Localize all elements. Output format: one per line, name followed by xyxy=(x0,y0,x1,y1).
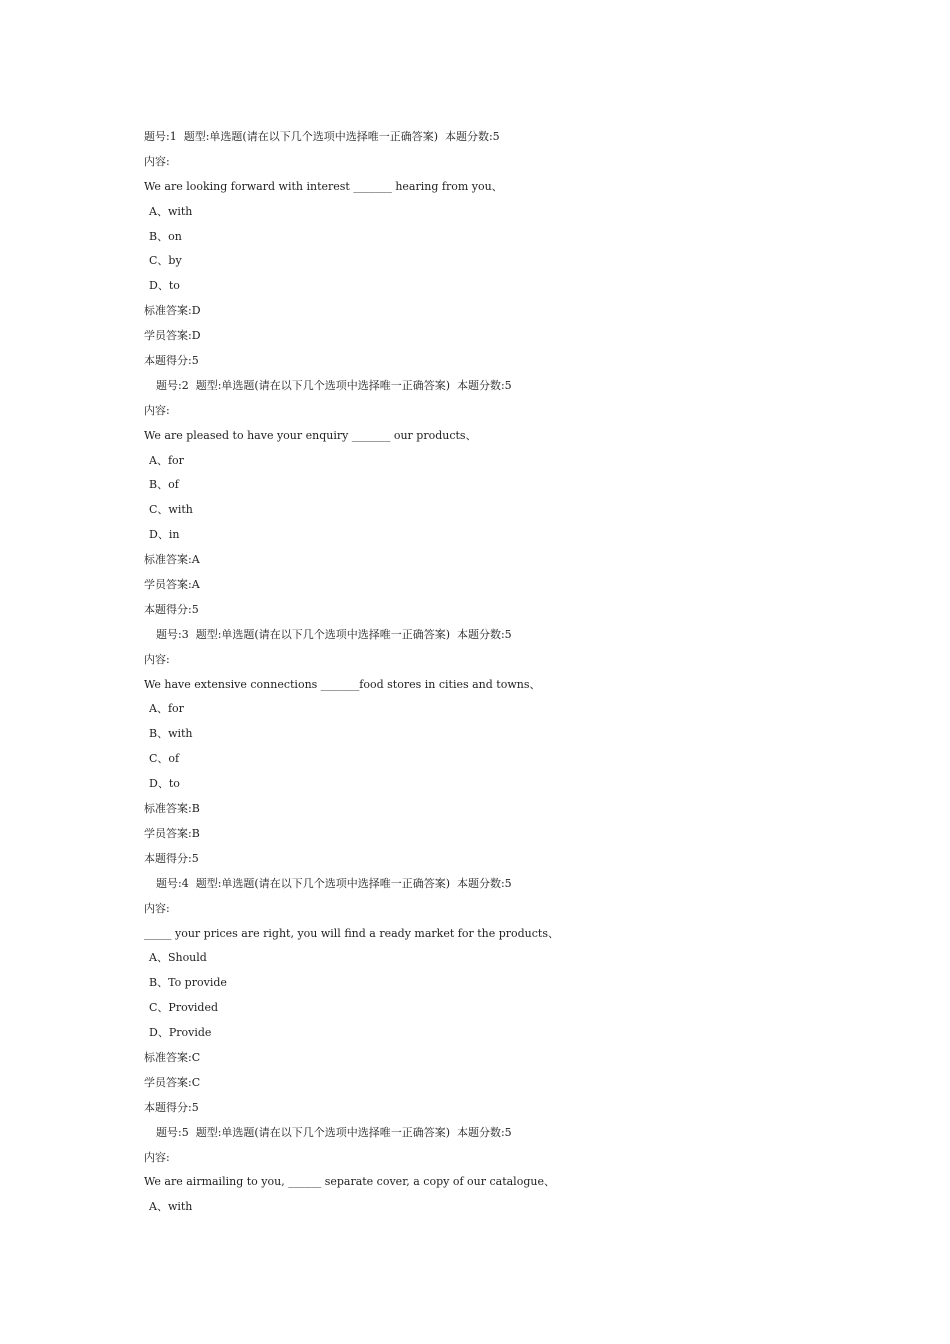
question-stem: We are pleased to have your enquiry _______ our products、 xyxy=(144,428,477,442)
content-label: 内容: xyxy=(144,1150,170,1164)
question-stem: We are airmailing to you, ______ separate cover, a copy of our catalogue、 xyxy=(144,1175,555,1189)
question-2 xyxy=(144,374,904,623)
standard-answer: 标准答案:C xyxy=(144,1050,201,1064)
question-header: 题号:1 题型:单选题(请在以下几个选项中选择唯一正确答案) 本题分数:5 xyxy=(144,130,500,143)
option-d: D、to xyxy=(149,279,180,293)
standard-answer: 标准答案:B xyxy=(144,802,200,816)
question-score: 本题得分:5 xyxy=(144,602,199,616)
option-a: A、for xyxy=(149,702,184,716)
option-a: A、with xyxy=(149,1200,193,1214)
option-b: B、with xyxy=(149,727,193,741)
option-a: A、with xyxy=(149,204,193,218)
option-d: D、Provide xyxy=(149,1026,212,1040)
student-answer: 学员答案:D xyxy=(144,329,201,343)
question-1 xyxy=(144,125,904,374)
question-header: 题号:4 题型:单选题(请在以下几个选项中选择唯一正确答案) 本题分数:5 xyxy=(156,876,512,890)
student-answer: 学员答案:A xyxy=(144,578,200,592)
question-4 xyxy=(144,872,904,1121)
standard-answer: 标准答案:D xyxy=(144,304,201,318)
option-c: C、with xyxy=(149,503,193,517)
question-stem: We are looking forward with interest _______ hearing from you、 xyxy=(144,179,503,193)
question-header: 题号:3 题型:单选题(请在以下几个选项中选择唯一正确答案) 本题分数:5 xyxy=(156,627,512,641)
option-d: D、in xyxy=(149,528,180,542)
question-5 xyxy=(144,1121,904,1221)
option-d: D、to xyxy=(149,777,180,791)
question-score: 本题得分:5 xyxy=(144,1100,199,1114)
option-b: B、of xyxy=(149,478,179,492)
content-label: 内容: xyxy=(144,652,170,666)
question-stem: We have extensive connections _______food stores in cities and towns、 xyxy=(144,677,541,691)
question-score: 本题得分:5 xyxy=(144,354,199,368)
standard-answer: 标准答案:A xyxy=(144,553,200,567)
content-label: 内容: xyxy=(144,403,170,417)
option-c: C、of xyxy=(149,752,180,766)
option-c: C、Provided xyxy=(149,1001,219,1015)
student-answer: 学员答案:B xyxy=(144,826,200,840)
question-3 xyxy=(144,623,904,872)
option-b: B、To provide xyxy=(149,976,227,990)
student-answer: 学员答案:C xyxy=(144,1075,201,1089)
question-score: 本题得分:5 xyxy=(144,851,199,865)
option-b: B、on xyxy=(149,229,182,243)
option-a: A、Should xyxy=(149,951,207,965)
question-stem: _____ your prices are right, you will find a ready market for the products、 xyxy=(144,926,559,940)
content-label: 内容: xyxy=(144,154,170,168)
exam-content xyxy=(144,125,904,1220)
option-a: A、for xyxy=(149,453,184,467)
option-c: C、by xyxy=(149,254,182,268)
content-label: 内容: xyxy=(144,901,170,915)
question-header: 题号:5 题型:单选题(请在以下几个选项中选择唯一正确答案) 本题分数:5 xyxy=(156,1125,512,1139)
question-header: 题号:2 题型:单选题(请在以下几个选项中选择唯一正确答案) 本题分数:5 xyxy=(156,378,512,392)
